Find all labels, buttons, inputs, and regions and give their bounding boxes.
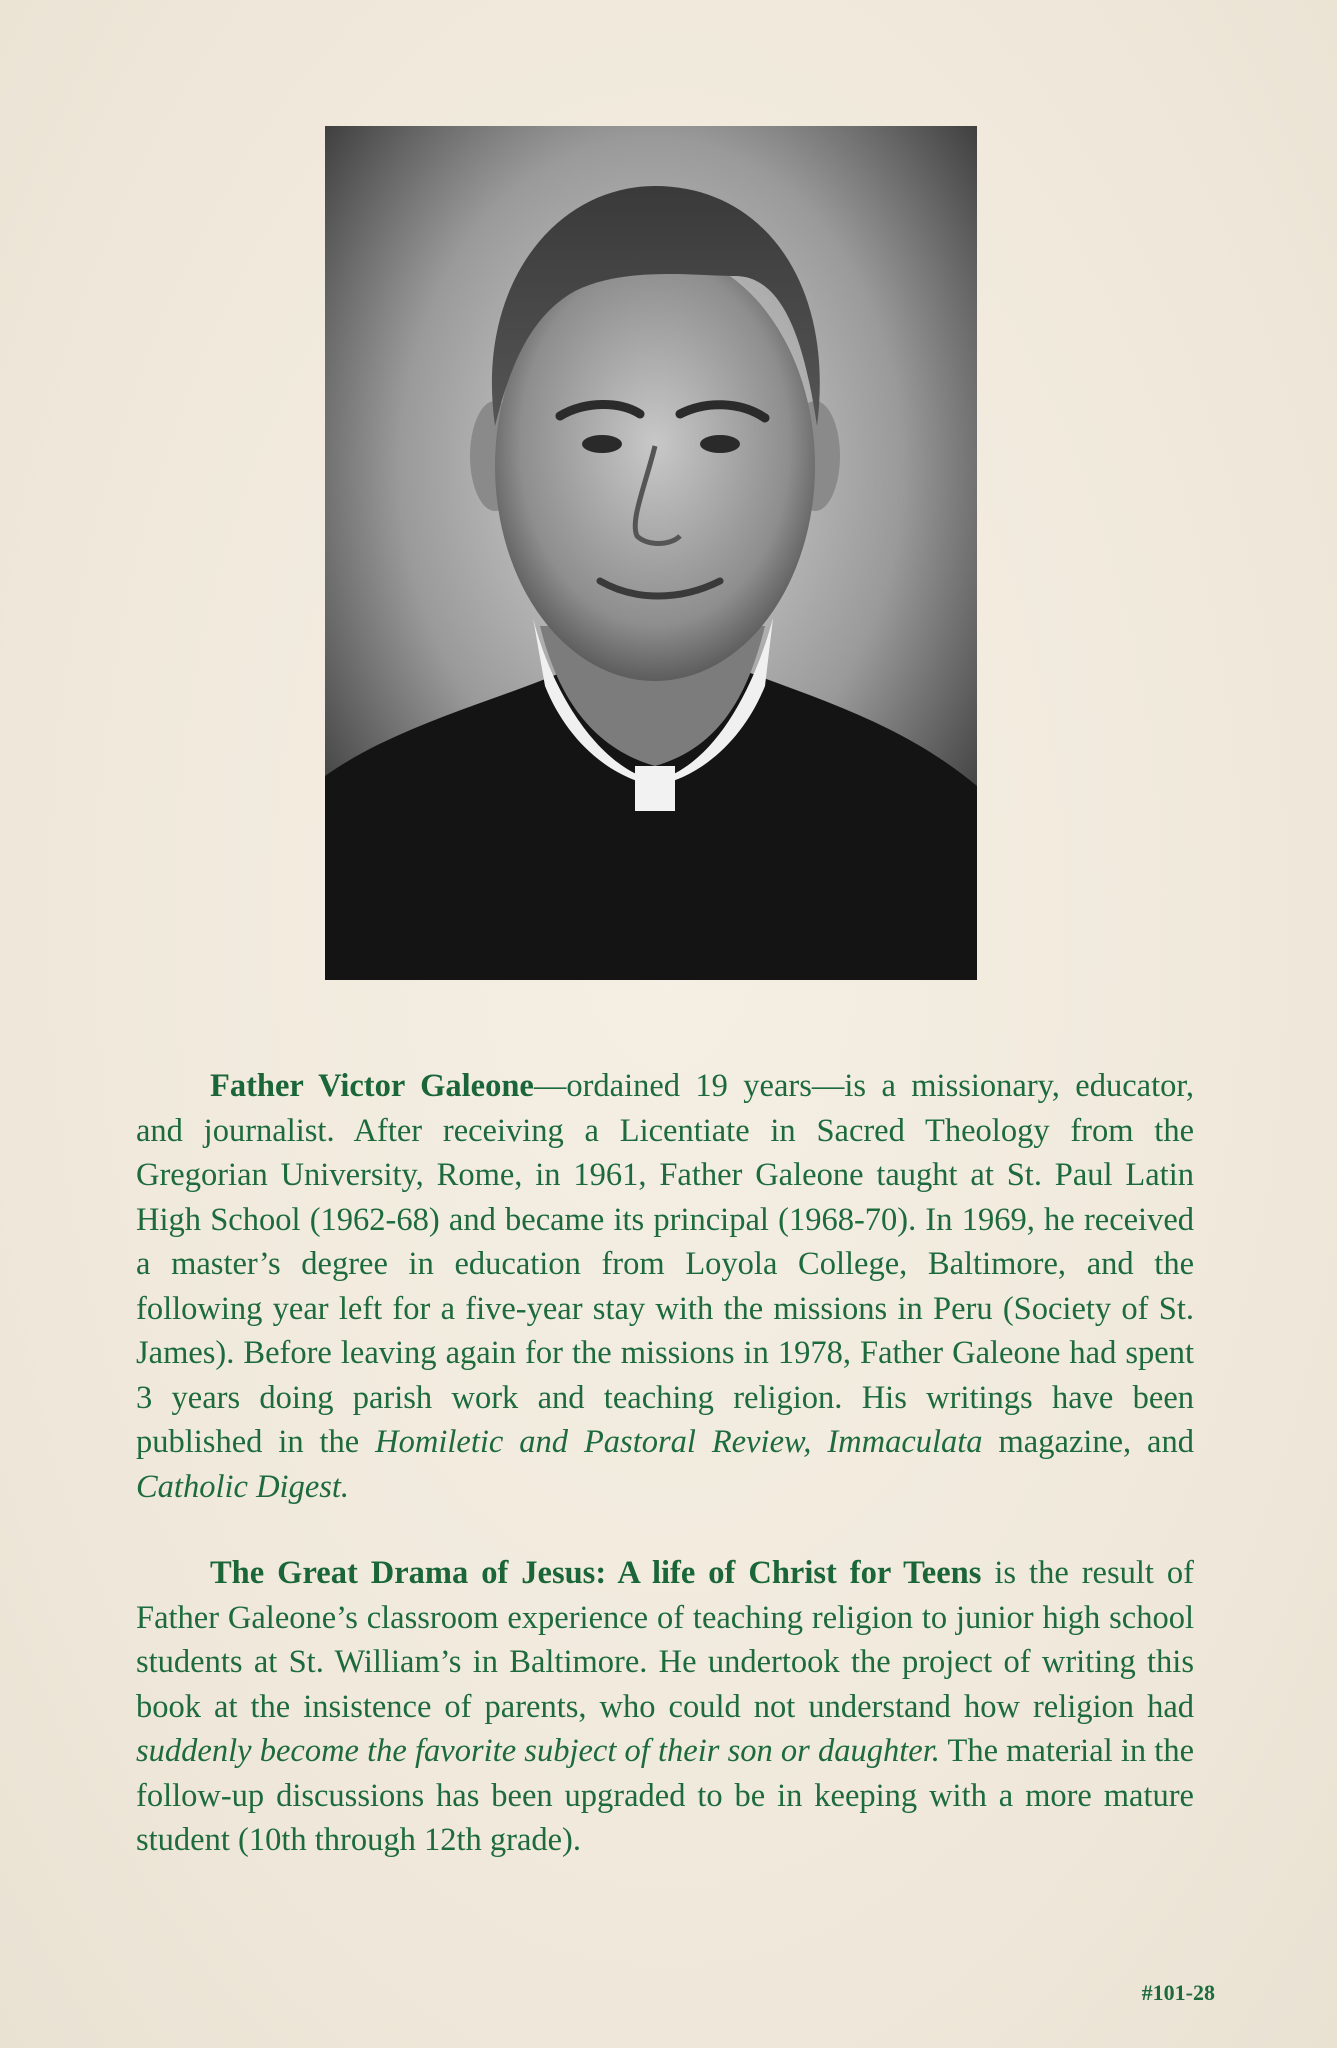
bio-paragraph-book xyxy=(136,1551,1194,1863)
publication-titles: Homiletic and Pastoral Review, Immaculata xyxy=(375,1424,983,1460)
book-title: The Great Drama of Jesus: A life of Christ for Teens xyxy=(210,1555,982,1591)
catalog-code: #101-28 xyxy=(1141,1980,1215,2005)
author-name: Father Victor Galeone xyxy=(210,1068,534,1104)
publication-title: Catholic Digest. xyxy=(136,1468,350,1505)
emphasis-text: suddenly become the favorite subject of their son or daughter. xyxy=(136,1733,940,1769)
portrait-photo-icon xyxy=(325,126,977,980)
book-description: The material in the follow-up discussions has been upgraded to be in keeping with a more mature student (10th through 12th grade). xyxy=(136,1733,1195,1858)
bio-text: magazine, and xyxy=(982,1424,1194,1460)
author-bio xyxy=(136,1064,1194,1863)
bio-paragraph-author xyxy=(136,1064,1194,1509)
author-portrait-photo xyxy=(325,126,977,980)
bio-text: —ordained 19 years—is a missionary, educator, and journalist. After receiving a Licentiate in Sacred Theology from the Gregorian University, Rome, in 1961, Father Galeone taught at St. Paul Latin High School (1962-68) and became its principal (1968-70). In 1969, he received a master’s degree in education from Loyola College, Baltimore, and the following year left for a five-year stay with the missions in Peru (Society of St. James). Before leaving again for the missions in 1978, Father Galeone had spent 3 years doing parish work and teaching religion. His writings have been published in the xyxy=(136,1068,1194,1460)
book-description: is the result of Father Galeone’s classroom experience of teaching religion to junior high school students at St. William’s in Baltimore. He undertook the project of writing this book at the insistence of parents, who could not understand how religion had xyxy=(136,1555,1194,1725)
